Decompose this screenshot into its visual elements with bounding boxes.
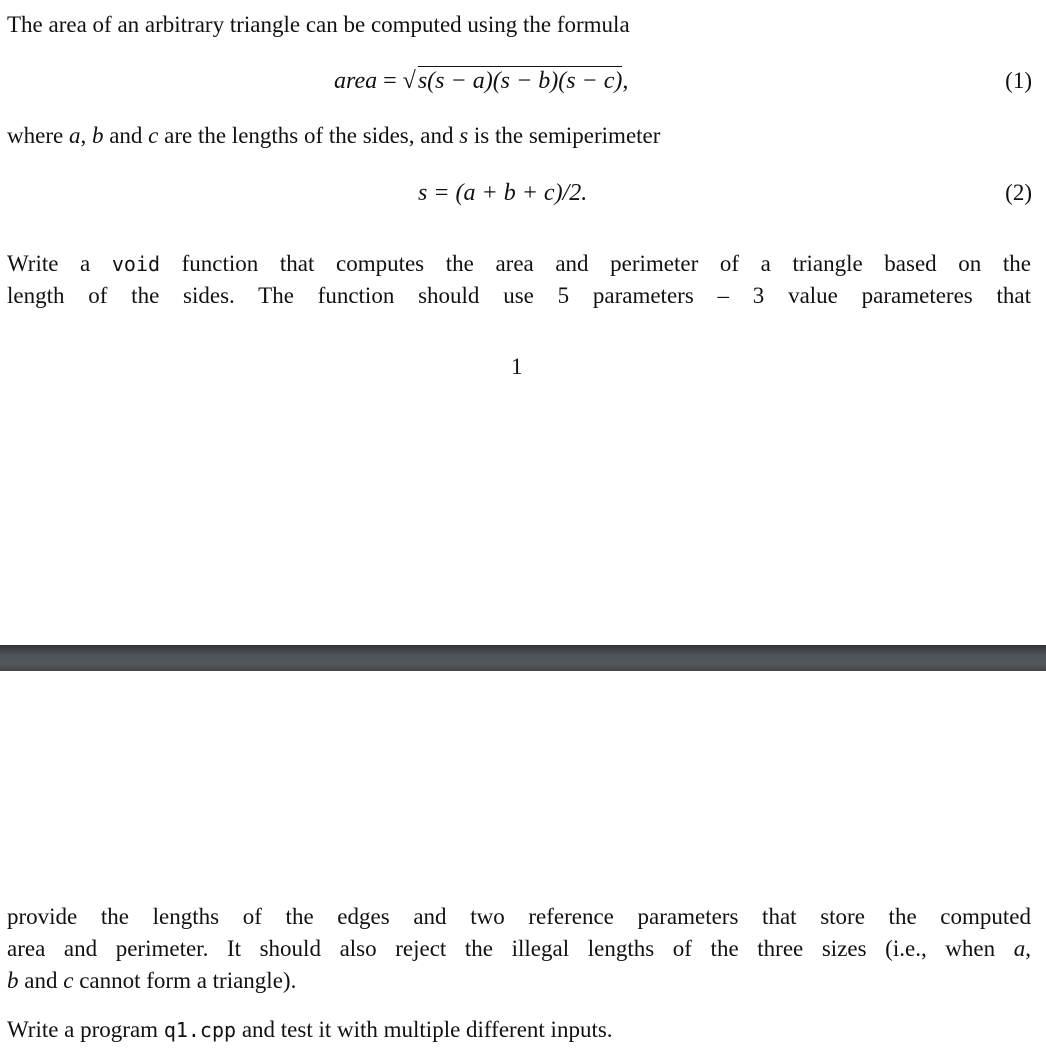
paragraph-task-line1: [7, 249, 1031, 279]
equation-number-2: (2): [1005, 180, 1032, 205]
t: function that computes the area and perimeter of a triangle based on the: [160, 251, 1031, 276]
eq-comma: ,: [622, 68, 629, 94]
paragraph-task-line2: length of the sides. The function should use 5 parameters – 3 value parameteres that: [7, 283, 1031, 308]
var-b: b: [7, 968, 19, 993]
eq-equals: =: [377, 68, 403, 94]
t: Write a program: [7, 1017, 164, 1042]
t: Write a: [7, 251, 112, 276]
paragraph-where: [7, 121, 1031, 151]
page-separator: [0, 645, 1046, 671]
paragraph-cont-line2: [7, 934, 1031, 964]
t: cannot form a triangle).: [73, 968, 297, 993]
paragraph-program: [7, 1015, 1031, 1045]
radicand: s(s − a)(s − b)(s − c): [417, 68, 623, 94]
var-a: a: [68, 123, 81, 148]
equation-semiperimeter: s = (a + b + c)/2.: [418, 180, 588, 206]
t: is the semiperimeter: [468, 123, 661, 148]
t: and: [18, 968, 64, 993]
var-s: s: [459, 123, 469, 148]
code-void: void: [111, 252, 161, 276]
t: and test it with multiple different inputs.: [236, 1017, 613, 1042]
var-a: a: [1013, 936, 1026, 961]
t: and: [103, 123, 149, 148]
t: are the lengths of the sides, and: [158, 123, 460, 148]
paragraph-cont-line1: provide the lengths of the edges and two reference parameters that store the computed: [7, 904, 1031, 929]
t: where: [7, 123, 69, 148]
t: ,: [80, 123, 92, 148]
sqrt-sign: √: [402, 68, 416, 94]
page-number: 1: [511, 354, 523, 379]
equation-number-1: (1): [1005, 68, 1032, 93]
code-filename: q1.cpp: [163, 1018, 237, 1042]
paragraph-cont-line3: [7, 966, 1031, 996]
equation-area: [334, 66, 628, 96]
var-b: b: [91, 123, 104, 148]
t: ,: [1025, 936, 1031, 961]
var-c: c: [63, 968, 74, 993]
paragraph-intro: The area of an arbitrary triangle can be computed using the formula: [7, 12, 630, 37]
t: area and perimeter. It should also reject the illegal lengths of the three sizes (i.e., when: [7, 936, 1014, 961]
eq-lhs: area: [334, 68, 378, 94]
var-c: c: [148, 123, 159, 148]
